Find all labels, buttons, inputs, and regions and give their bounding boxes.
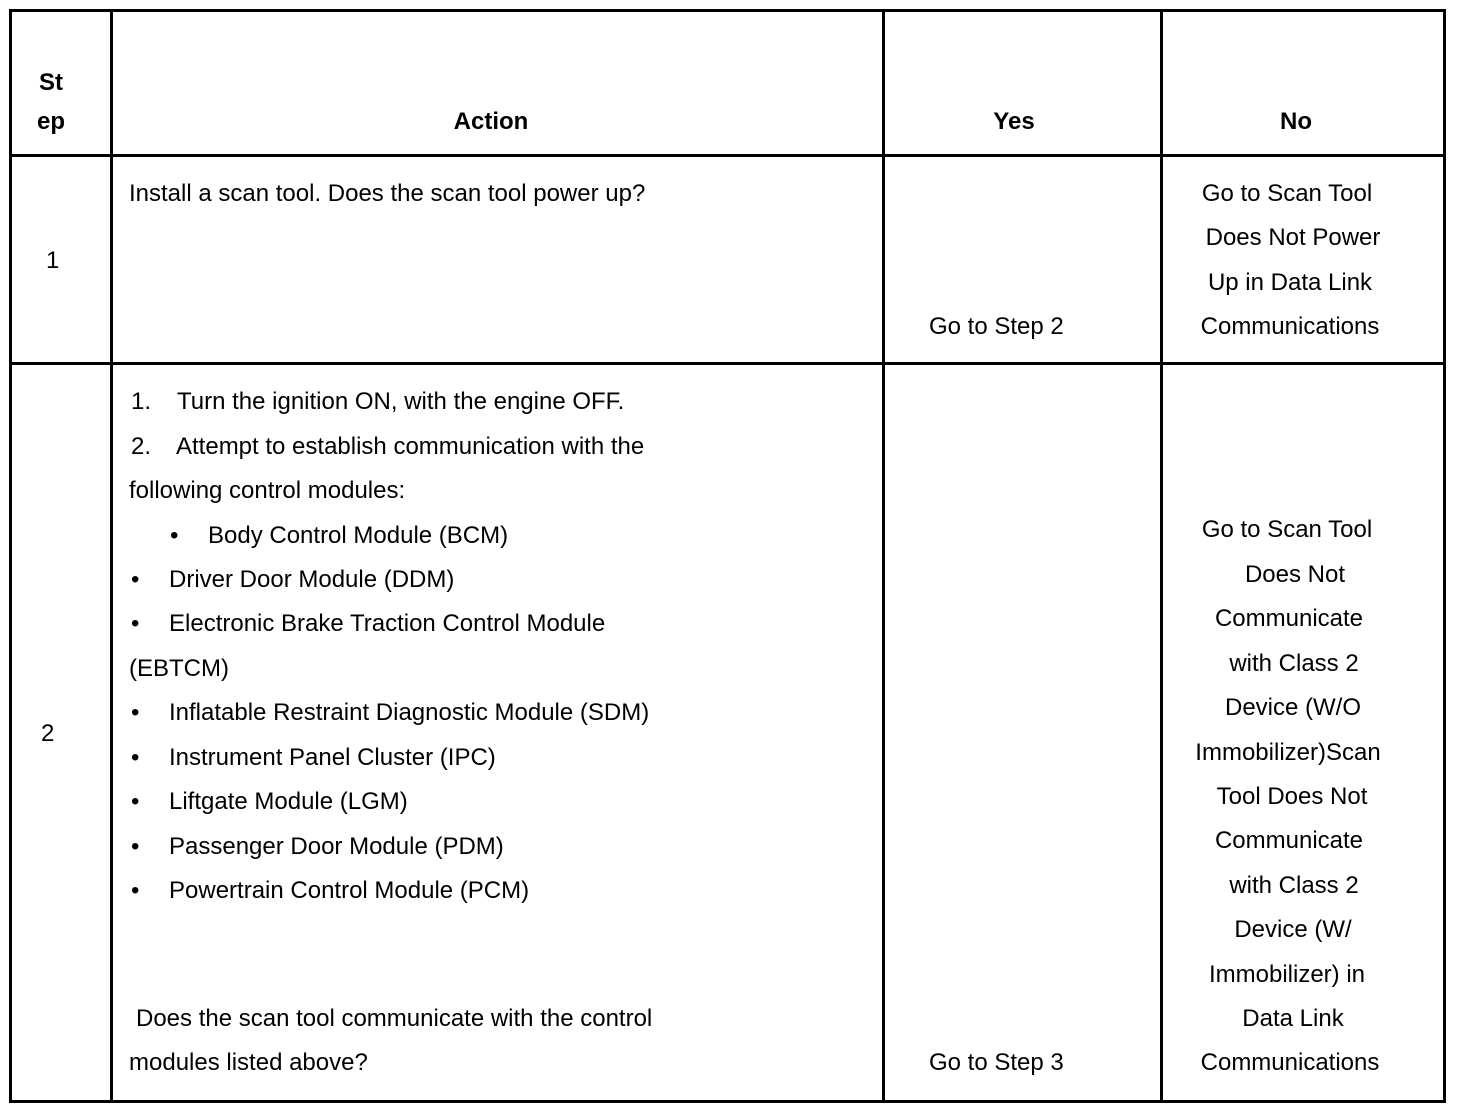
action-question: Does the scan tool communicate with the control — [136, 1005, 653, 1032]
no-link[interactable]: Communications — [1200, 313, 1380, 340]
header-yes: Yes — [993, 108, 1035, 135]
yes-link[interactable]: Go to Step 2 — [929, 313, 1064, 340]
no-link[interactable]: Immobilizer)Scan — [1195, 739, 1381, 766]
module-item: Passenger Door Module (PDM) — [169, 833, 504, 860]
action-question: modules listed above? — [129, 1049, 368, 1076]
header-step: St — [39, 69, 63, 96]
column-divider — [882, 9, 885, 1103]
action-text: Turn the ignition ON, with the engine OFF. — [177, 388, 625, 415]
step-number: 1 — [46, 247, 60, 274]
bullet-icon: • — [131, 566, 140, 593]
no-link[interactable]: Does Not Power — [1205, 224, 1381, 251]
bullet-icon: • — [170, 522, 179, 549]
module-item: Electronic Brake Traction Control Module — [169, 610, 606, 637]
no-link[interactable]: Go to Scan Tool — [1201, 180, 1373, 207]
bullet-icon: • — [131, 744, 140, 771]
action-text: Attempt to establish communication with the — [176, 433, 645, 460]
module-item: Inflatable Restraint Diagnostic Module (SDM) — [169, 699, 650, 726]
no-link[interactable]: Does Not — [1244, 561, 1346, 588]
header-no: No — [1280, 108, 1312, 135]
no-link[interactable]: with Class 2 — [1229, 650, 1359, 677]
yes-link[interactable]: Go to Step 3 — [929, 1049, 1064, 1076]
no-link[interactable]: Up in Data Link — [1207, 269, 1373, 296]
bullet-icon: • — [131, 833, 140, 860]
module-item: Liftgate Module (LGM) — [169, 788, 408, 815]
bullet-icon: • — [131, 877, 140, 904]
no-link[interactable]: Device (W/ — [1234, 916, 1352, 943]
module-item: Driver Door Module (DDM) — [169, 566, 455, 593]
step-number: 2 — [41, 720, 55, 747]
bullet-icon: • — [131, 788, 140, 815]
no-link[interactable]: Tool Does Not — [1216, 783, 1368, 810]
table-border — [1443, 9, 1446, 1103]
no-link[interactable]: Data Link — [1242, 1005, 1344, 1032]
no-link[interactable]: Communicate — [1214, 827, 1364, 854]
action-text: following control modules: — [129, 477, 406, 504]
module-item: Powertrain Control Module (PCM) — [169, 877, 530, 904]
no-link[interactable]: Device (W/O — [1224, 694, 1362, 721]
no-link[interactable]: Communicate — [1214, 605, 1364, 632]
no-link[interactable]: Immobilizer) in — [1208, 961, 1366, 988]
bullet-icon: • — [131, 699, 140, 726]
bullet-icon: • — [131, 610, 140, 637]
table-border — [9, 9, 1446, 12]
module-item: Body Control Module (BCM) — [208, 522, 509, 549]
module-item: (EBTCM) — [129, 655, 229, 682]
row-divider — [9, 362, 1446, 365]
no-link[interactable]: with Class 2 — [1229, 872, 1359, 899]
column-divider — [110, 9, 113, 1103]
step-marker: 1. — [131, 388, 152, 415]
action-text: Install a scan tool. Does the scan tool power up? — [129, 180, 646, 207]
header-action: Action — [453, 108, 529, 135]
step-marker: 2. — [131, 433, 152, 460]
column-divider — [1160, 9, 1163, 1103]
table-border — [9, 1100, 1446, 1103]
module-item: Instrument Panel Cluster (IPC) — [169, 744, 496, 771]
no-link[interactable]: Communications — [1200, 1049, 1380, 1076]
no-link[interactable]: Go to Scan Tool — [1201, 516, 1373, 543]
table-border — [9, 9, 12, 1103]
row-divider — [9, 154, 1446, 157]
header-step: ep — [37, 108, 66, 135]
